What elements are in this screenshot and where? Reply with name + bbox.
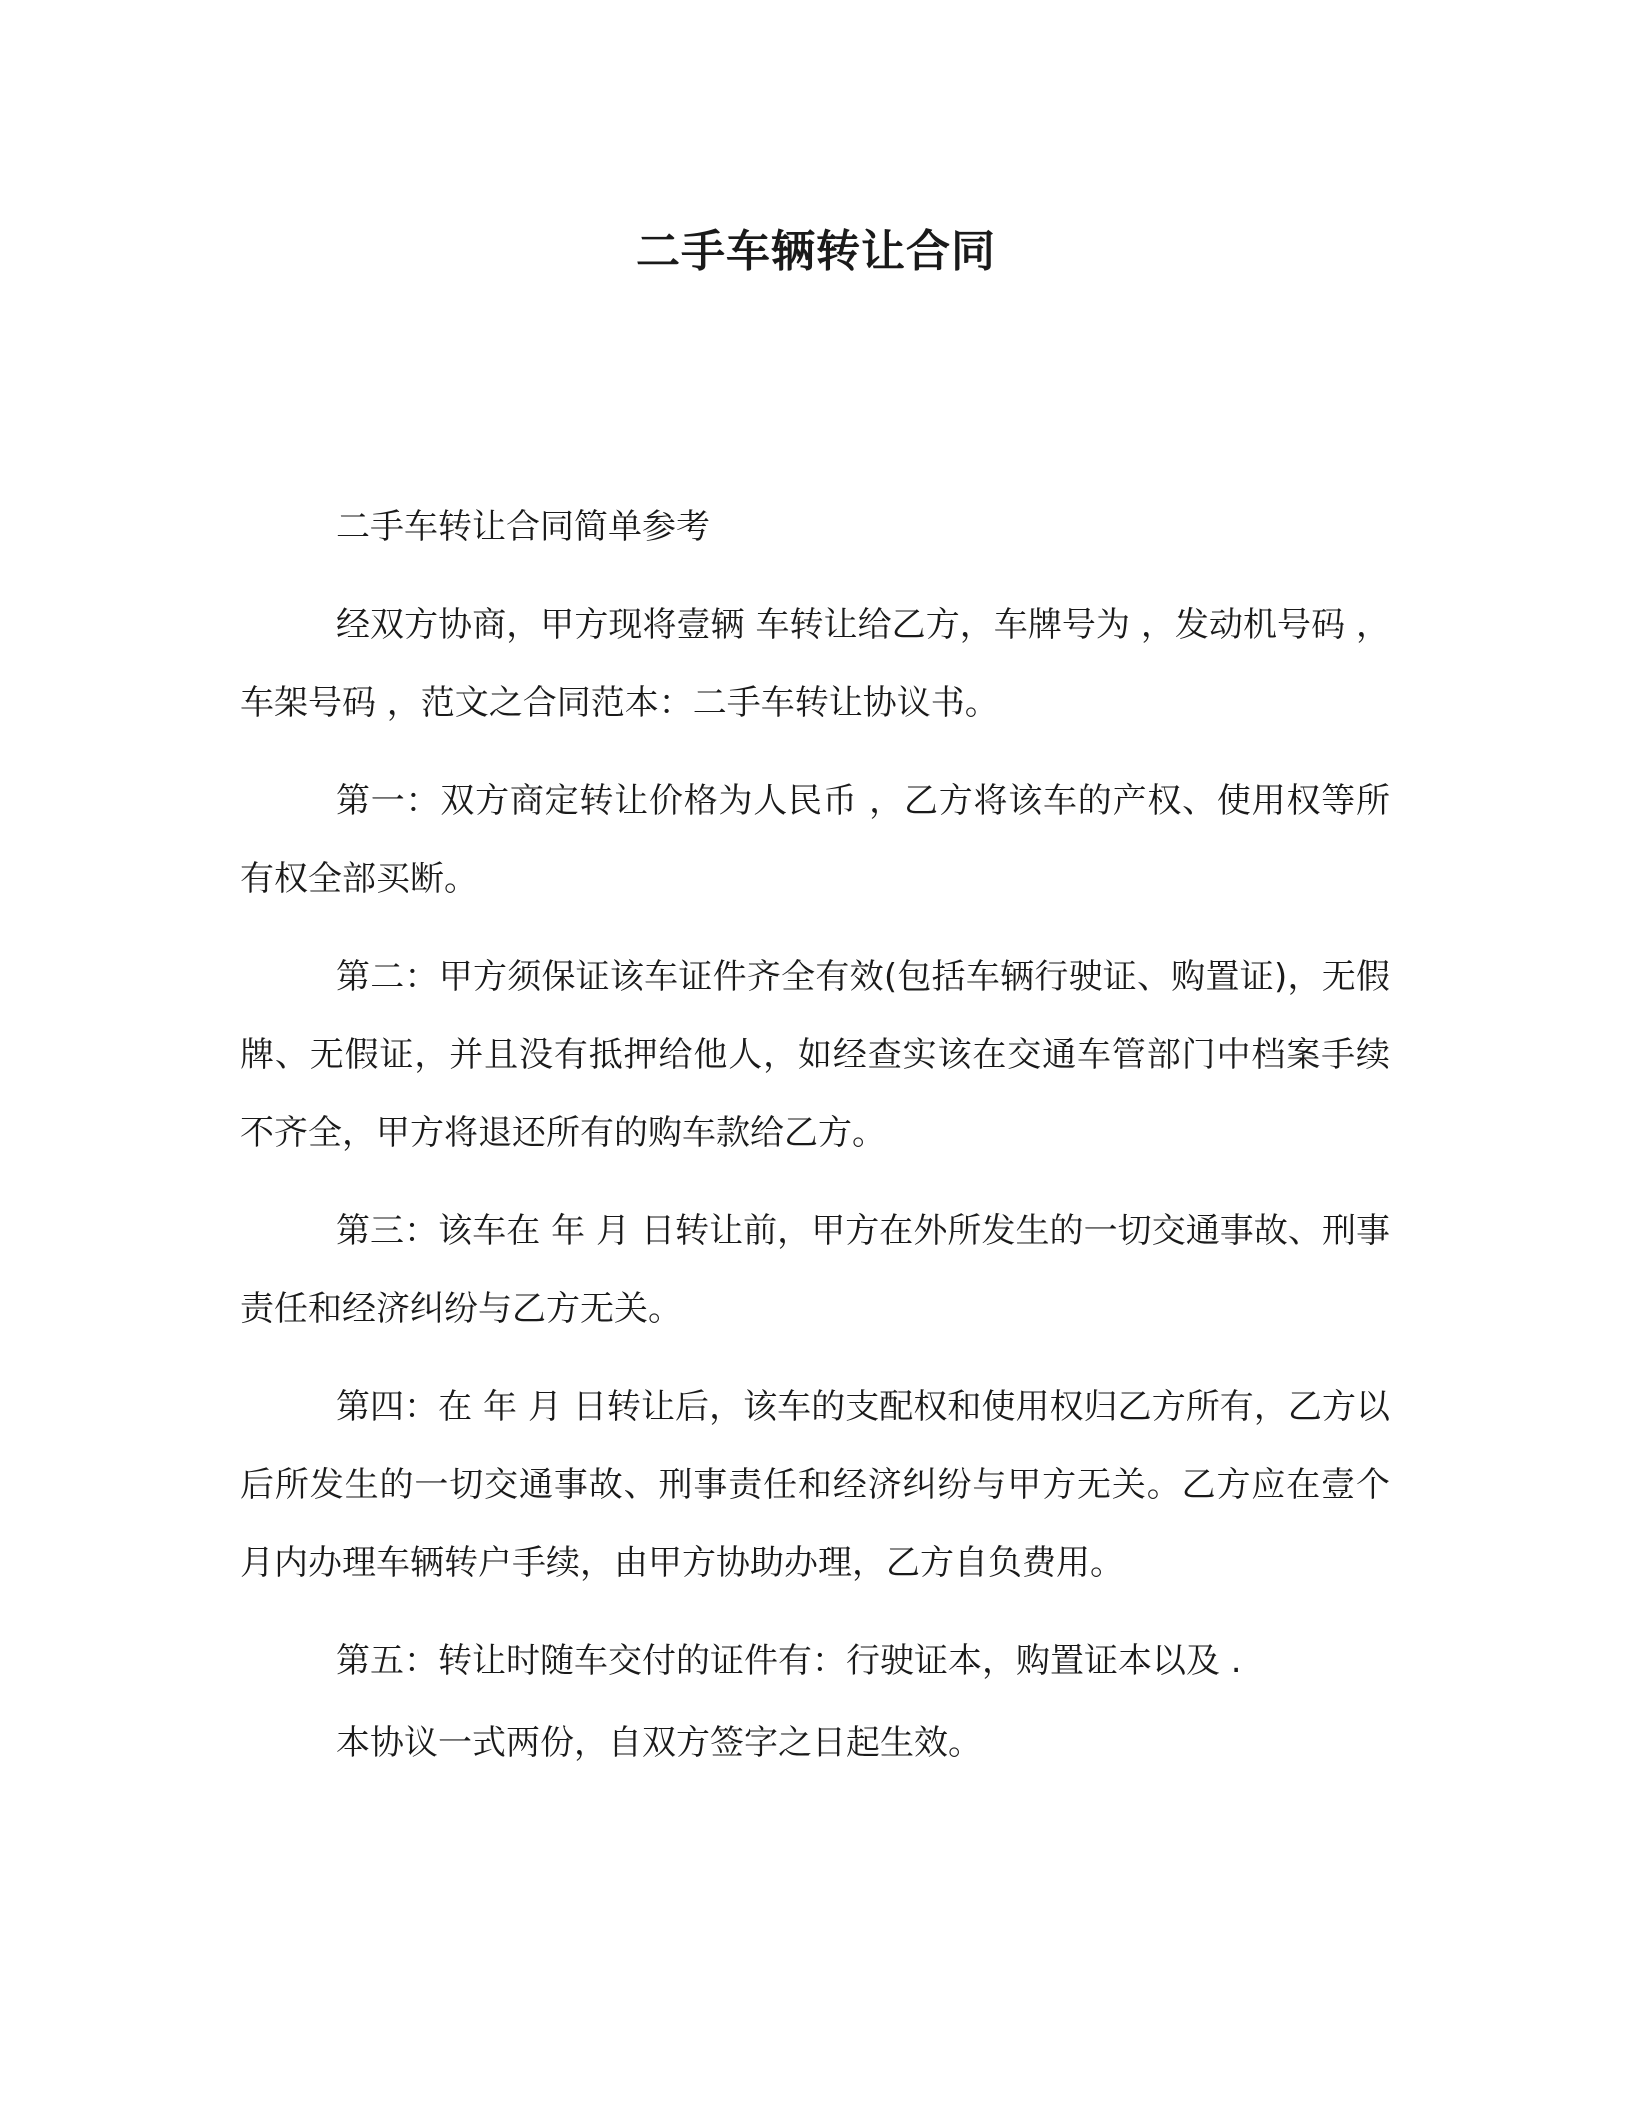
closing-paragraph: 本协议一式两份，自双方签字之日起生效。 (336, 1723, 982, 1763)
clause-5-paragraph: 第五：转让时随车交付的证件有：行驶证本，购置证本以及 . (336, 1641, 1242, 1681)
clause-4-paragraph: 第四：在 年 月 日转让后，该车的支配权和使用权归乙方所有，乙方以后所发生的一切交通事故、刑事责任和经济纠纷与甲方无关。乙方应在壹个月内办理车辆转户手续，由甲方协助办理，乙方自负费用。 (240, 1387, 1390, 1583)
clause-1-paragraph: 第一：双方商定转让价格为人民币 ，乙方将该车的产权、使用权等所有权全部买断。 (240, 781, 1390, 899)
subtitle-paragraph: 二手车转让合同简单参考 (336, 507, 710, 547)
clause-2-paragraph: 第二：甲方须保证该车证件齐全有效(包括车辆行驶证、购置证)，无假牌、无假证，并且没有抵押给他人，如经查实该在交通车管部门中档案手续不齐全，甲方将退还所有的购车款给乙方。 (240, 957, 1390, 1153)
intro-paragraph: 经双方协商，甲方现将壹辆 车转让给乙方，车牌号为 ，发动机号码 ，车架号码 ，范文之合同范本：二手车转让协议书。 (240, 605, 1390, 723)
clause-3-paragraph: 第三：该车在 年 月 日转让前，甲方在外所发生的一切交通事故、刑事责任和经济纠纷与乙方无关。 (240, 1211, 1390, 1329)
document-body (240, 488, 1390, 1782)
document-title: 二手车辆转让合同 (636, 226, 996, 277)
